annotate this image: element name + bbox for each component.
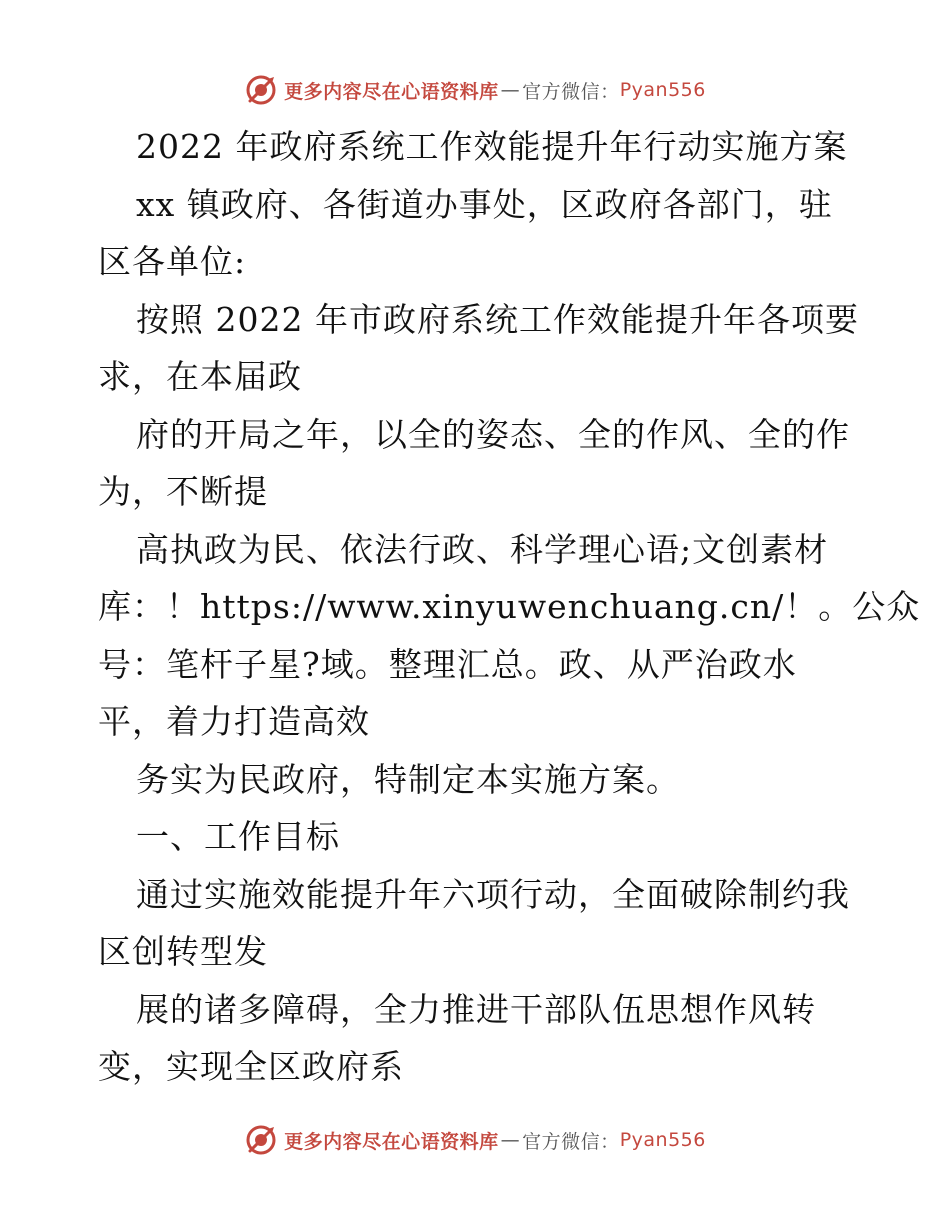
doc-line: 为，不断提 [98, 472, 268, 511]
watermark-header [0, 70, 950, 110]
doc-line: 务实为民政府，特制定本实施方案。 [136, 759, 680, 799]
watermark-dash: — [500, 79, 521, 101]
doc-title: 2022 年政府系统工作效能提升年行动实施方案 [136, 127, 848, 166]
doc-line: xx 镇政府、各街道办事处，区政府各部门，驻 [136, 184, 833, 224]
doc-line: 区各单位: [98, 242, 247, 281]
watermark-wechat-id: Pyan556 [619, 1129, 706, 1151]
watermark-dash: — [500, 1129, 521, 1151]
doc-line: 区创转型发 [98, 932, 268, 971]
watermark-main-text: 更多内容尽在心语资料库 [284, 1130, 499, 1153]
doc-line: 号：笔杆子星?域。整理汇总。政、从严治政水 [98, 644, 797, 684]
logo-icon [244, 1123, 278, 1157]
doc-line: 府的开局之年，以全的姿态、全的作风、全的作 [136, 414, 850, 454]
doc-line: 按照 2022 年市政府系统工作效能提升年各项要 [136, 299, 859, 339]
watermark-wechat-id: Pyan556 [619, 79, 706, 101]
doc-line: 平，着力打造高效 [98, 702, 370, 741]
doc-line: 通过实施效能提升年六项行动，全面破除制约我 [136, 874, 850, 914]
doc-line: 高执政为民、依法行政、科学理心语;文创素材 [136, 529, 829, 569]
doc-line: 库：！https://www.xinyuwenchuang.cn/！。公众 [98, 587, 921, 626]
doc-line: 展的诸多障碍，全力推进干部队伍思想作风转 [136, 989, 816, 1029]
watermark-footer [0, 1120, 950, 1160]
watermark-main-text: 更多内容尽在心语资料库 [284, 80, 499, 103]
watermark-wechat-label: 官方微信： [522, 1130, 620, 1153]
watermark-wechat-label: 官方微信： [522, 80, 620, 103]
doc-line: 变，实现全区政府系 [98, 1047, 404, 1086]
document-body [98, 118, 921, 1096]
logo-icon [244, 73, 278, 107]
doc-line: 求，在本届政 [98, 357, 302, 396]
section-heading: 一、工作目标 [136, 817, 340, 856]
